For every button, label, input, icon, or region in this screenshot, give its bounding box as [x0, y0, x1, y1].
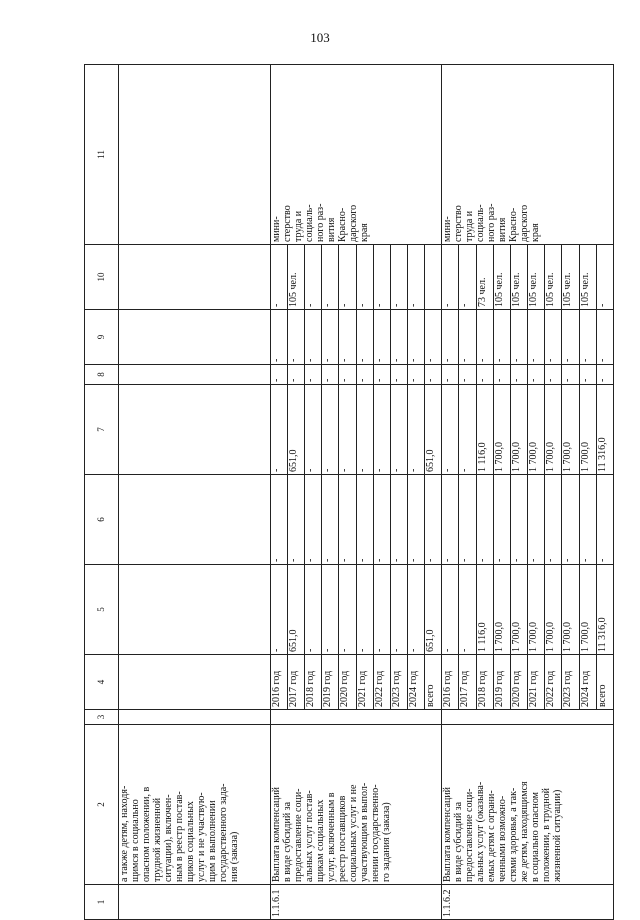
empty-cell [119, 385, 270, 475]
value-federal: - [442, 475, 459, 565]
year-label: 2021 год [356, 655, 373, 710]
year-label: 2018 год [305, 655, 322, 710]
row-description: Выплата компенсаций в виде субсидий за предоставление соци- альных услуг постав- щикам социальных услуг, включенным в реестр поставщиков социальных услуг и не участвующим в выпол- нении государственно- го задания (заказа) [270, 725, 442, 885]
empty-cell [119, 655, 270, 710]
column-header: 1 [85, 885, 119, 920]
value-other: - [339, 310, 356, 365]
value-other: - [322, 310, 339, 365]
empty-cell [119, 565, 270, 655]
value-regional: - [270, 385, 287, 475]
value-regional: 1 700,0 [579, 385, 596, 475]
value-total: 1 700,0 [493, 565, 510, 655]
value-regional: - [459, 385, 476, 475]
value-federal: - [545, 475, 562, 565]
value-local: - [339, 365, 356, 385]
value-total: 651,0 [287, 565, 304, 655]
value-result: 73 чел. [476, 245, 493, 310]
value-local: - [390, 365, 407, 385]
value-other: - [442, 310, 459, 365]
value-other: - [425, 310, 442, 365]
value-regional: 11 316,0 [596, 385, 613, 475]
value-other: - [510, 310, 527, 365]
value-result: - [373, 245, 390, 310]
value-total: - [390, 565, 407, 655]
value-local: - [322, 365, 339, 385]
value-result: 105 чел. [579, 245, 596, 310]
value-total: - [305, 565, 322, 655]
year-label: 2019 год [493, 655, 510, 710]
value-total: - [459, 565, 476, 655]
value-local: - [305, 365, 322, 385]
value-total: - [339, 565, 356, 655]
value-local: - [510, 365, 527, 385]
value-local: - [373, 365, 390, 385]
value-regional: - [305, 385, 322, 475]
value-total: 1 116,0 [476, 565, 493, 655]
column-header: 11 [85, 65, 119, 245]
value-regional: 1 700,0 [545, 385, 562, 475]
value-federal: - [528, 475, 545, 565]
year-label: 2017 год [287, 655, 304, 710]
row-description: Выплата компенсаций в виде субсидий за предоставление соци- альных услуг (оказыва- емых детям с ограни- ченными возможно- стями здоровья, а так- же детям, находящимся в социально опасном положении, в трудной жизненной ситуации) [442, 725, 614, 885]
value-total: - [322, 565, 339, 655]
value-regional: - [322, 385, 339, 475]
value-total: 1 700,0 [545, 565, 562, 655]
year-label: 2020 год [510, 655, 527, 710]
value-regional: 1 700,0 [493, 385, 510, 475]
value-federal: - [562, 475, 579, 565]
value-federal: - [287, 475, 304, 565]
continuation-text: а также детям, находя- щимся в социально опасном положении, в трудной жизненной ситуации), включен- ным в реестр постав- щиков социальных услуг и не участвую- щим в выполнении государственного зада- ния (заказа) [119, 725, 270, 885]
empty-cell [119, 65, 270, 245]
year-label: 2016 год [442, 655, 459, 710]
value-total: 1 700,0 [528, 565, 545, 655]
value-other: - [528, 310, 545, 365]
year-label: 2022 год [545, 655, 562, 710]
value-result: 105 чел. [545, 245, 562, 310]
value-local: - [562, 365, 579, 385]
value-regional: - [356, 385, 373, 475]
value-local: - [596, 365, 613, 385]
value-local: - [459, 365, 476, 385]
year-label: 2017 год [459, 655, 476, 710]
value-local: - [425, 365, 442, 385]
value-result: - [305, 245, 322, 310]
value-other: - [390, 310, 407, 365]
empty-cell [119, 365, 270, 385]
year-label: 2020 год [339, 655, 356, 710]
empty-cell [119, 310, 270, 365]
year-label: 2019 год [322, 655, 339, 710]
value-result [425, 245, 442, 310]
value-total: 651,0 [425, 565, 442, 655]
value-result: - [407, 245, 424, 310]
value-federal: - [407, 475, 424, 565]
year-row [442, 65, 459, 920]
program-table [84, 64, 614, 920]
table-body [85, 65, 614, 920]
value-local: - [287, 365, 304, 385]
value-result: 105 чел. [287, 245, 304, 310]
value-total: - [407, 565, 424, 655]
empty-cell [119, 245, 270, 310]
value-local: - [442, 365, 459, 385]
value-result: - [339, 245, 356, 310]
value-other: - [287, 310, 304, 365]
value-result: 105 чел. [562, 245, 579, 310]
year-row [270, 65, 287, 920]
value-other: - [476, 310, 493, 365]
value-regional: 1 700,0 [510, 385, 527, 475]
value-other: - [407, 310, 424, 365]
column-header: 3 [85, 710, 119, 725]
value-local: - [545, 365, 562, 385]
value-federal: - [339, 475, 356, 565]
value-total: - [442, 565, 459, 655]
value-federal: - [390, 475, 407, 565]
value-other: - [579, 310, 596, 365]
rotated-table-container [84, 65, 614, 920]
value-federal: - [305, 475, 322, 565]
value-result: - [390, 245, 407, 310]
column-header: 8 [85, 365, 119, 385]
value-other: - [356, 310, 373, 365]
column-header: 2 [85, 725, 119, 885]
value-regional: 1 116,0 [476, 385, 493, 475]
value-other: - [459, 310, 476, 365]
value-result: - [356, 245, 373, 310]
value-regional: 1 700,0 [562, 385, 579, 475]
empty-cell [119, 885, 270, 920]
responsible-party: мини- стерство труда и социаль- ного раз- вития Красно- дарского края [442, 65, 614, 245]
header-row [85, 65, 119, 920]
value-regional: - [390, 385, 407, 475]
value-regional: - [339, 385, 356, 475]
value-other: - [373, 310, 390, 365]
value-federal: - [476, 475, 493, 565]
year-label: 2024 год [579, 655, 596, 710]
year-label: 2021 год [528, 655, 545, 710]
value-other: - [545, 310, 562, 365]
year-label: 2023 год [562, 655, 579, 710]
value-local: - [356, 365, 373, 385]
value-local: - [407, 365, 424, 385]
empty-cell [119, 710, 270, 725]
value-other: - [270, 310, 287, 365]
value-federal: - [596, 475, 613, 565]
value-total: 11 316,0 [596, 565, 613, 655]
year-label: 2022 год [373, 655, 390, 710]
value-federal: - [459, 475, 476, 565]
year-label: 2018 год [476, 655, 493, 710]
value-regional: 651,0 [425, 385, 442, 475]
year-label: 2023 год [390, 655, 407, 710]
value-regional: - [407, 385, 424, 475]
row-number: 1.1.6.1 [270, 885, 442, 920]
column-header: 4 [85, 655, 119, 710]
value-other: - [562, 310, 579, 365]
column-header: 7 [85, 385, 119, 475]
value-local: - [528, 365, 545, 385]
value-total: 1 700,0 [510, 565, 527, 655]
year-label: 2016 год [270, 655, 287, 710]
value-result: - [596, 245, 613, 310]
value-result: - [442, 245, 459, 310]
value-federal: - [425, 475, 442, 565]
column-header: 10 [85, 245, 119, 310]
row-number: 1.1.6.2 [442, 885, 614, 920]
value-other: - [305, 310, 322, 365]
value-result: 105 чел. [493, 245, 510, 310]
value-total: - [373, 565, 390, 655]
value-total: - [356, 565, 373, 655]
value-result: 105 чел. [510, 245, 527, 310]
value-federal: - [373, 475, 390, 565]
value-federal: - [356, 475, 373, 565]
value-other: - [493, 310, 510, 365]
value-regional: 651,0 [287, 385, 304, 475]
value-local: - [579, 365, 596, 385]
value-total: - [270, 565, 287, 655]
year-label: всего [425, 655, 442, 710]
value-other: - [596, 310, 613, 365]
value-federal: - [270, 475, 287, 565]
year-label: всего [596, 655, 613, 710]
empty-cell [119, 475, 270, 565]
column-header: 6 [85, 475, 119, 565]
value-result: 105 чел. [528, 245, 545, 310]
value-local: - [270, 365, 287, 385]
year-label: 2024 год [407, 655, 424, 710]
value-result: - [322, 245, 339, 310]
value-result: - [459, 245, 476, 310]
value-federal: - [510, 475, 527, 565]
empty-cell [270, 710, 442, 725]
value-local: - [476, 365, 493, 385]
value-federal: - [322, 475, 339, 565]
value-federal: - [579, 475, 596, 565]
continuation-row [119, 65, 270, 920]
value-federal: - [493, 475, 510, 565]
column-header: 9 [85, 310, 119, 365]
value-total: 1 700,0 [562, 565, 579, 655]
value-regional: 1 700,0 [528, 385, 545, 475]
value-result: - [270, 245, 287, 310]
column-header: 5 [85, 565, 119, 655]
value-regional: - [373, 385, 390, 475]
value-local: - [493, 365, 510, 385]
value-regional: - [442, 385, 459, 475]
value-total: 1 700,0 [579, 565, 596, 655]
page-number: 103 [310, 30, 330, 45]
responsible-party: мини- стерство труда и социаль- ного раз- вития Красно- дарского края [270, 65, 442, 245]
empty-cell [442, 710, 614, 725]
